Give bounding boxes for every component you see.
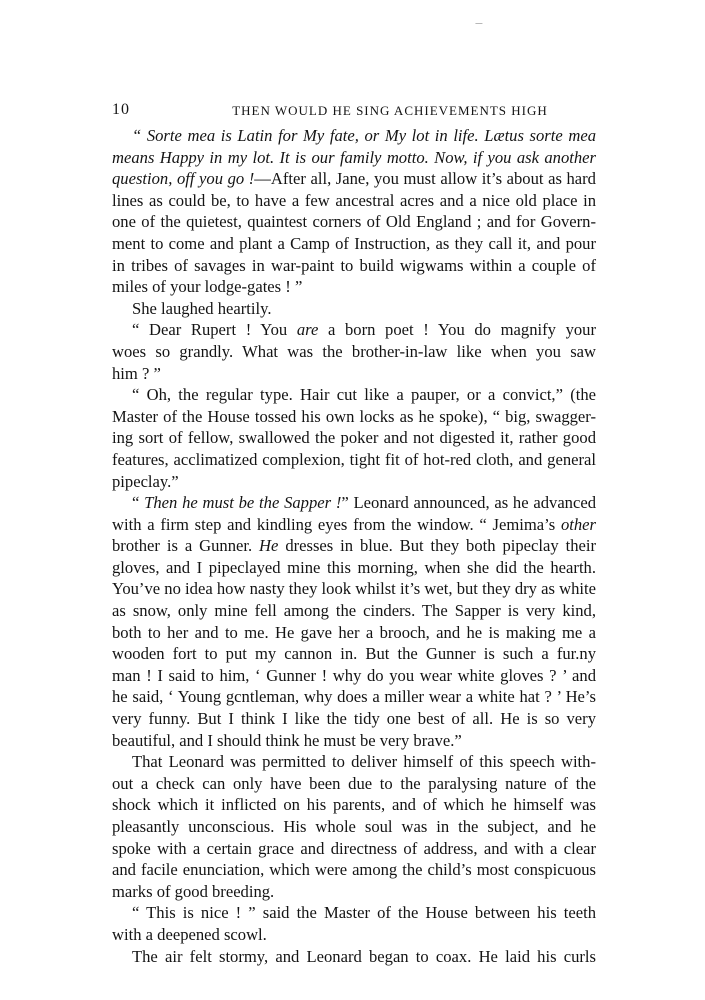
text-line: man ! I said to him, ‘ Gunner ! why do you wear white gloves ? ’ and bbox=[112, 665, 596, 685]
text-line: with a firm step and kindling eyes from the window. “ Jemima’s other bbox=[112, 514, 596, 534]
text-line: he said, ‘ Young gcntleman, why does a miller wear a white hat ? ’ He’s bbox=[112, 687, 596, 707]
text-line: “ Then he must be the Sapper !” Leonard announced, as he advanced bbox=[132, 493, 597, 513]
text-line: The air felt stormy, and Leonard began to coax. He laid his curls bbox=[132, 946, 596, 966]
body-text bbox=[112, 125, 596, 967]
text-line: brother is a Gunner. He dresses in blue. But they both pipeclay their bbox=[112, 536, 596, 556]
text-line: him ? ” bbox=[112, 363, 161, 383]
text-line: shock which it inflicted on his parents, and of which he himself was bbox=[112, 795, 596, 815]
text-line: “ Dear Rupert ! You are a born poet ! You do magnify your bbox=[132, 320, 596, 340]
text-line: question, off you go !—After all, Jane, you must allow it’s about as hard bbox=[112, 169, 596, 189]
text-line: and facile enunciation, which were among the child’s most conspicuous bbox=[112, 860, 596, 880]
text-line: marks of good breeding. bbox=[112, 881, 275, 901]
text-line: out a check can only have been due to the paralysing nature of the bbox=[112, 773, 596, 793]
text-line: wooden fort to put my cannon in. But the Gunner is such a fur.ny bbox=[112, 644, 596, 664]
text-line: That Leonard was permitted to deliver himself of this speech with- bbox=[132, 752, 596, 772]
text-line: very funny. But I think I like the tidy one best of all. He is so very bbox=[112, 709, 596, 729]
text-line: as snow, only mine fell among the cinders. The Sapper is very kind, bbox=[112, 601, 596, 621]
text-line: “ Oh, the regular type. Hair cut like a pauper, or a convict,” (the bbox=[132, 385, 596, 405]
text-line: spoke with a certain grace and directness of address, and with a clear bbox=[112, 838, 596, 858]
text-line: pleasantly unconscious. His whole soul was in the subject, and he bbox=[112, 817, 596, 836]
text-line: ment to come and plant a Camp of Instruction, as they call it, and pour bbox=[112, 233, 596, 253]
text-line: woes so grandly. What was the brother-in-law like when you saw bbox=[112, 341, 596, 361]
text-line: beautiful, and I should think he must be very brave.” bbox=[112, 730, 462, 750]
text-line: gloves, and I pipeclayed mine this morning, when she did the hearth. bbox=[112, 557, 596, 577]
text-line: one of the quietest, quaintest corners of Old England ; and for Govern- bbox=[112, 212, 596, 232]
text-line: Master of the House tossed his own locks as he spoke), “ big, swagger- bbox=[112, 406, 596, 426]
text-line: with a deepened scowl. bbox=[112, 924, 267, 944]
page-header bbox=[112, 101, 596, 123]
text-line: She laughed heartily. bbox=[132, 298, 272, 318]
page-number: 10 bbox=[112, 101, 130, 118]
running-head: THEN WOULD HE SING ACHIEVEMENTS HIGH bbox=[232, 103, 548, 118]
text-line: pipeclay.” bbox=[112, 471, 179, 491]
paper-mark bbox=[472, 18, 482, 24]
text-line: “ This is nice ! ” said the Master of the House between his teeth bbox=[132, 903, 596, 923]
text-line: “ Sorte mea is Latin for My fate, or My lot in life. Lætus sorte mea bbox=[132, 126, 596, 145]
text-line: in tribes of savages in war-paint to build wigwams within a couple of bbox=[112, 255, 596, 275]
text-line: miles of your lodge-gates ! ” bbox=[112, 277, 303, 297]
text-line: lines as could be, to have a few ancestral acres and a nice old place in bbox=[112, 190, 596, 210]
text-line: You’ve no idea how nasty they look whilst it’s wet, but they dry as white bbox=[112, 579, 596, 599]
text-line: both to her and to me. He gave her a brooch, and he is making me a bbox=[112, 622, 596, 642]
text-line: means Happy in my lot. It is our family motto. Now, if you ask another bbox=[112, 147, 596, 167]
text-line: features, acclimatized complexion, tight fit of hot-red cloth, and general bbox=[112, 449, 596, 469]
text-line: ing sort of fellow, swallowed the poker and not digested it, rather good bbox=[112, 428, 596, 448]
